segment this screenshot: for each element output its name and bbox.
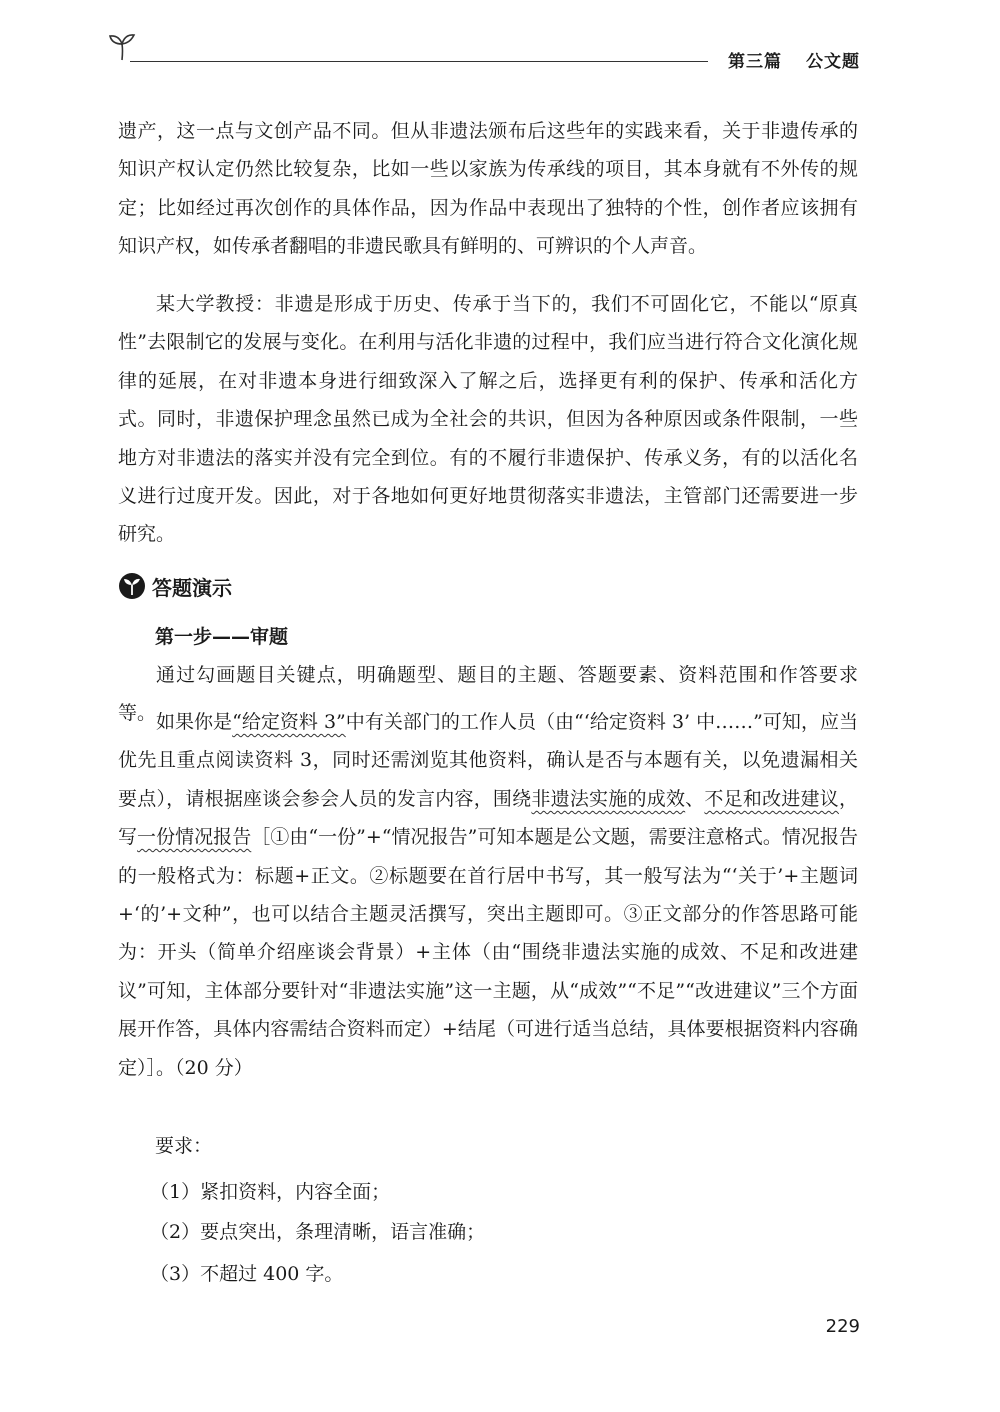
underlined-keyword: 不足和改进建议: [704, 787, 839, 810]
requirement-item: （3）不超过 400 字。: [150, 1263, 344, 1285]
intro-paragraph: 通过勾画题目关键点，明确题型、题目的主题、答题要素、资料范围和作答要求等。: [118, 664, 858, 725]
underlined-keyword: 非遗法实施的成效: [531, 787, 686, 810]
sprout-badge-icon: [118, 572, 146, 600]
section-heading: [118, 570, 232, 602]
header-title: [728, 47, 860, 72]
section-title: 答题演示: [152, 575, 232, 600]
question-text: ，写: [118, 787, 858, 849]
page-number: 229: [825, 1316, 860, 1337]
underlined-keyword: 一份情况报告: [137, 826, 252, 849]
question-text: 如果你是: [156, 711, 233, 733]
step-title: 第一步——审题: [155, 626, 289, 648]
question-paragraph: [118, 703, 858, 1087]
running-header: [108, 30, 860, 74]
material-paragraph-1: 遗产，这一点与文创产品不同。但从非遗法颁布后这些年的实践来看，关于非遗传承的知识产权认定仍然比较复杂，比如一些以家族为传承线的项目，其本身就有不外传的规定；比如经过再次创作的具体作品，因为作品中表现出了独特的个性，创作者应该拥有知识产权，如传承者翻唱的非遗民歌具有鲜明的、可辨识的个人声音。: [118, 120, 858, 258]
chapter-label: 第三篇: [728, 52, 782, 72]
requirement-item: （2）要点突出，条理清晰，语言准确；: [150, 1221, 486, 1243]
sprout-icon: [108, 30, 142, 64]
underlined-keyword: “给定资料 3”: [232, 711, 346, 733]
requirement-item: （1）紧扣资料，内容全面；: [150, 1181, 391, 1203]
question-text: 中有关部门的工作人员（由“‘给定资料 3’ 中……”可知，应当优先且重点阅读资料 3，同时还需浏览其他资料，确认是否与本题有关，以免遗漏相关要点），请根据座谈会参会人员的发言内容，围绕: [118, 711, 858, 810]
header-rule: [130, 61, 708, 62]
question-text: ［①由“一份”+“情况报告”可知本题是公文题，需要注意格式。情况报告的一般格式为：标题+正文。②标题要在首行居中书写，其一般写法为“‘关于’+主题词+‘的’+文种”，也可以结合主题灵活撰写，突出主题即可。③正文部分的作答思路可能为：开头（简单介绍座谈会背景）+主体（由“围绕非遗法实施的成效、不足和改进建议”可知，主体部分要针对“非遗法实施”这一主题，从“成效”“不足”“改进建议”三个方面展开作答，具体内容需结合资料而定）+结尾（可进行适当总结，具体要根据资料内容确定）］。（20 分）: [118, 826, 858, 1079]
section-label: 公文题: [806, 52, 860, 72]
question-text: 、: [685, 787, 705, 810]
requirements-label: 要求：: [155, 1135, 213, 1157]
material-paragraph-2: 某大学教授：非遗是形成于历史、传承于当下的，我们不可固化它，不能以“原真性”去限制它的发展与变化。在利用与活化非遗的过程中，我们应当进行符合文化演化规律的延展，在对非遗本身进行细致深入了解之后，选择更有利的保护、传承和活化方式。同时，非遗保护理念虽然已成为全社会的共识，但因为各种原因或条件限制，一些地方对非遗法的落实并没有完全到位。有的不履行非遗保护、传承义务，有的以活化名义进行过度开发。因此，对于各地如何更好地贯彻落实非遗法，主管部门还需要进一步研究。: [118, 293, 858, 546]
